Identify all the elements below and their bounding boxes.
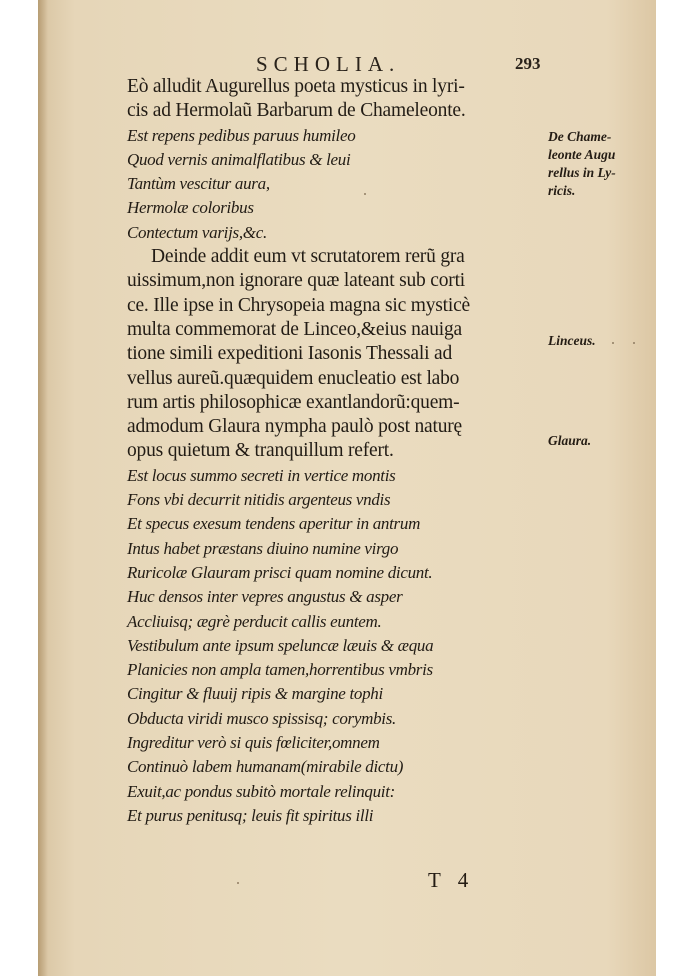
text-line: Deinde addit eum vt scrutatorem rerũ gra	[151, 246, 465, 268]
ink-speck	[633, 342, 635, 344]
text-line: Vestibulum ante ipsum speluncæ læuis & æqua	[127, 635, 434, 655]
text-line: multa commemorat de Linceo,&eius nauiga	[127, 318, 462, 340]
text-line: opus quietum & tranquillum refert.	[127, 440, 394, 462]
page-number: 293	[515, 54, 541, 73]
text-line: Hermolæ coloribus	[127, 198, 254, 218]
margin-note-line: De Chame-	[548, 129, 612, 144]
text-line: Obducta viridi musco spissisq; corymbis.	[127, 708, 396, 728]
margin-note-line: leonte Augu	[548, 147, 616, 162]
text-line: Et specus exesum tendens aperitur in antrum	[127, 514, 421, 534]
margin-note-line: rellus in Ly-	[548, 165, 616, 180]
text-line: Est locus summo secreti in vertice montis	[127, 465, 396, 485]
text-line: rum artis philosophicæ exantlandorũ:quem-	[127, 391, 460, 413]
text-line: ce. Ille ipse in Chrysopeia magna sic mysticè	[127, 294, 470, 316]
margin-note-linceus: Linceus.	[548, 333, 596, 348]
ink-speck	[364, 193, 366, 195]
text-line: Ingreditur verò si quis fœliciter,omnem	[127, 733, 380, 753]
text-line: Accliuisq; ægrè perducit callis euntem.	[127, 611, 382, 631]
text-line: Eò alludit Augurellus poeta mysticus in lyri-	[127, 76, 465, 97]
text-line: tione simili expeditioni Iasonis Thessali ad	[127, 343, 453, 365]
page-gutter-shadow	[38, 0, 48, 976]
text-line: Et purus penitusq; leuis fit spiritus illi	[127, 805, 374, 825]
margin-note-glaura: Glaura.	[548, 433, 592, 448]
text-line: Cingitur & fluuij ripis & margine tophi	[127, 684, 383, 704]
text-line: admodum Glaura nympha paulò post naturę	[127, 416, 462, 438]
text-line: Continuò labem humanam(mirabile dictu)	[127, 757, 404, 777]
text-line: Est repens pedibus paruus humileo	[127, 125, 356, 145]
signature-mark: T 4	[428, 868, 475, 892]
text-line: Exuit,ac pondus subitò mortale relinquit:	[127, 781, 396, 801]
text-line: Planicies non ampla tamen,horrentibus vmbris	[127, 660, 433, 680]
ink-speck	[612, 342, 614, 344]
text-line: Contectum varijs,&c.	[127, 222, 267, 242]
margin-note-line: ricis.	[548, 183, 576, 198]
text-line: Fons vbi decurrit nitidis argenteus vndis	[127, 490, 391, 510]
margin-note-chameleon	[548, 128, 616, 200]
ink-speck	[237, 882, 239, 884]
text-line: vellus aureũ.quæquidem enucleatio est labo	[127, 367, 460, 389]
text-line: uissimum,non ignorare quæ lateant sub corti	[127, 270, 466, 292]
running-head: SCHOLIA.	[256, 52, 401, 76]
text-line: Huc densos inter vepres angustus & asper	[127, 587, 403, 607]
text-line: Ruricolæ Glauram prisci quam nomine dicunt.	[127, 562, 433, 582]
text-line: Tantùm vescitur aura,	[127, 174, 270, 194]
body-text	[127, 75, 547, 828]
text-line: Quod vernis animalflatibus & leui	[127, 149, 351, 169]
text-line: Intus habet præstans diuino numine virgo	[127, 538, 399, 558]
text-line: cis ad Hermolaũ Barbarum de Chameleonte.	[127, 100, 466, 122]
